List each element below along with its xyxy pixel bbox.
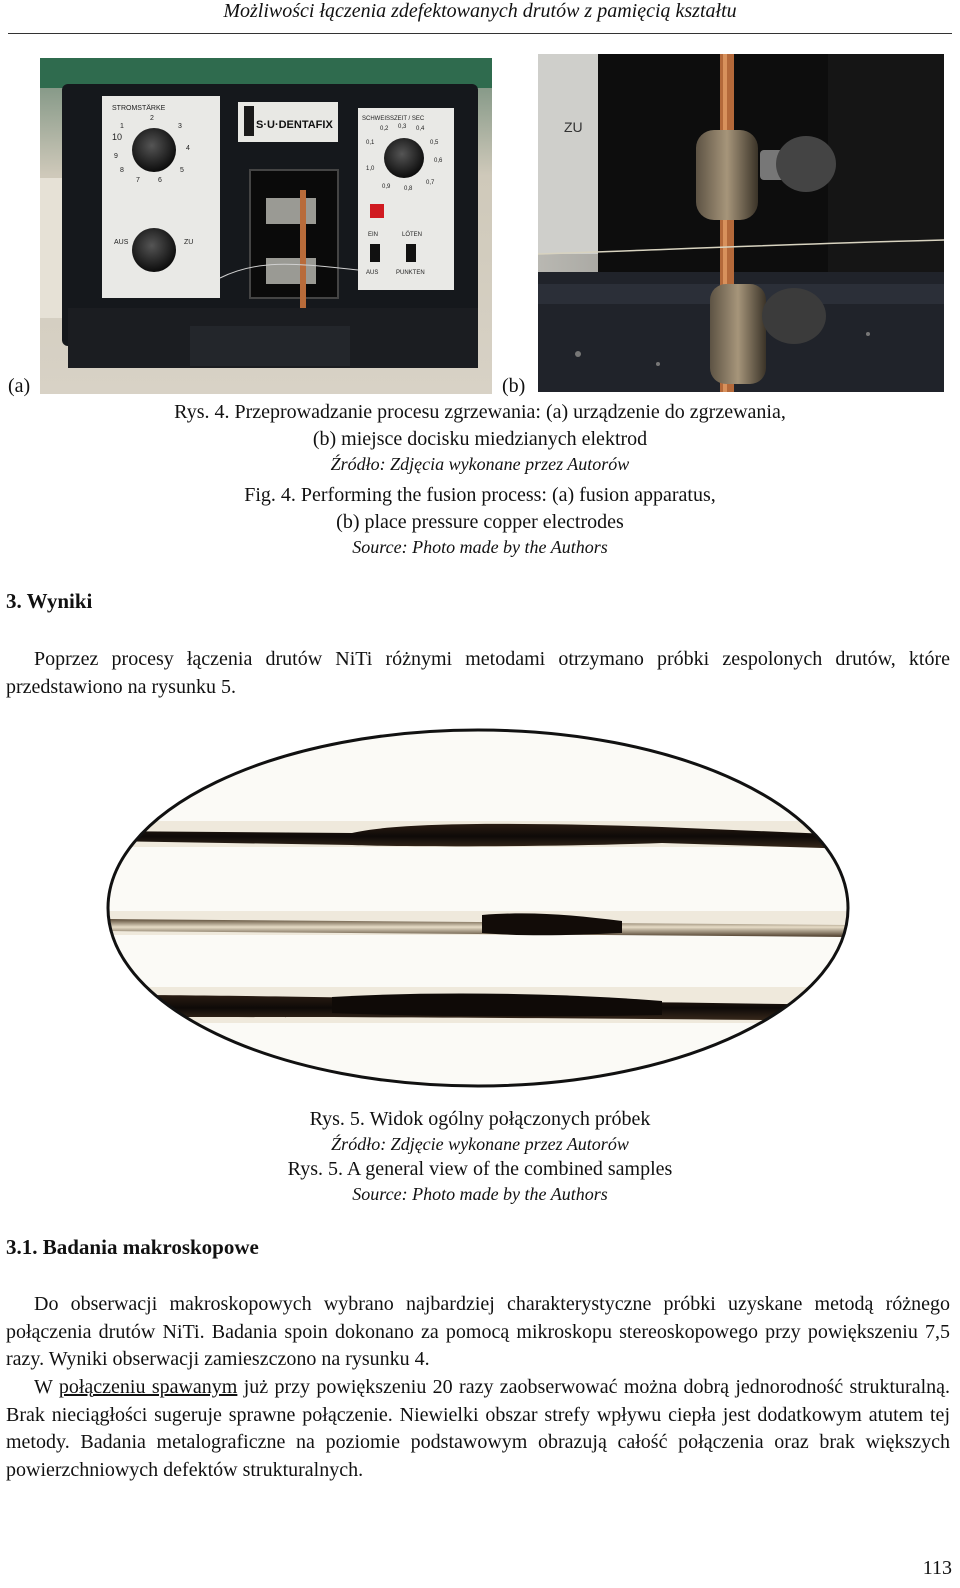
figure4-panel-b-label: (b) xyxy=(502,375,526,397)
section-3-1-heading: 3.1. Badania makroskopowe xyxy=(6,1235,259,1259)
svg-text:PUNKTEN: PUNKTEN xyxy=(396,270,425,276)
svg-text:LÖTEN: LÖTEN xyxy=(402,232,423,238)
figure4b-photo xyxy=(538,54,944,392)
svg-text:8: 8 xyxy=(120,167,124,174)
svg-text:4: 4 xyxy=(186,145,190,152)
figure5-photo xyxy=(102,725,854,1091)
svg-text:10: 10 xyxy=(112,132,123,142)
svg-text:AUS: AUS xyxy=(366,270,379,276)
figure4a-photo xyxy=(40,58,492,394)
svg-text:EIN: EIN xyxy=(368,232,379,238)
switch-knob xyxy=(132,228,176,272)
svg-text:0,6: 0,6 xyxy=(434,158,443,164)
svg-text:7: 7 xyxy=(136,177,140,184)
svg-text:1: 1 xyxy=(120,123,124,130)
figure4-caption-pl-line2: (b) miejsce docisku miedzianych elektrod xyxy=(312,428,648,450)
figure4-caption-pl-line1: Rys. 4. Przeprowadzanie procesu zgrzewania: (a) urządzenie do zgrzewania, xyxy=(174,401,786,423)
section-3-1-paragraph-1: Do obserwacji makroskopowych wybrano najbardziej charakterystyczne próbki uzyskane metodą różnego połączenia drutów NiTi. Badania spoin dokonano za pomocą mikroskopu stereoskopowego przy powiększeniu 7,5 razy. Wyniki obserwacji zamieszczono na rysunku 4. xyxy=(6,1293,950,1370)
section-3-heading: 3. Wyniki xyxy=(6,589,93,613)
figure5-caption-en: Rys. 5. A general view of the combined samples xyxy=(287,1158,673,1180)
svg-text:3: 3 xyxy=(178,123,182,130)
svg-text:0,7: 0,7 xyxy=(426,180,435,186)
svg-text:STROMSTÄRKE: STROMSTÄRKE xyxy=(112,105,166,112)
section-3-1-paragraph-2: W połączeniu spawanym już przy powiększeniu 20 razy zaobserwować można dobrą jednorodność strukturalną. Brak nieciągłości sugeruje sprawne połączenie. Niewielki obszar strefy wpływu ciepła jest dodatkowym atutem tej metody. Badania metalograficzne na poziomie podstawowym obrazują całość połączenia oraz brak większych powierzchniowych defektów strukturalnych. xyxy=(6,1376,950,1481)
figure5-caption-pl: Rys. 5. Widok ogólny połączonych próbek xyxy=(309,1108,651,1130)
figure4-source-pl: Źródło: Zdjęcia wykonane przez Autorów xyxy=(330,454,630,474)
svg-text:9: 9 xyxy=(114,153,118,160)
current-knob xyxy=(132,128,176,172)
figure4-panel-a-label: (a) xyxy=(8,375,31,397)
svg-text:1,0: 1,0 xyxy=(366,166,375,172)
svg-text:2: 2 xyxy=(150,115,154,122)
page-number: 113 xyxy=(922,1557,952,1579)
svg-text:ZU: ZU xyxy=(184,239,194,246)
svg-text:0,9: 0,9 xyxy=(382,184,391,190)
svg-text:AUS: AUS xyxy=(114,239,129,246)
running-head: Możliwości łączenia zdefektowanych drutów z pamięcią kształtu xyxy=(223,0,737,22)
panel-b-mark: ZU xyxy=(564,119,583,135)
svg-text:5: 5 xyxy=(180,167,184,174)
figure5-source-en: Source: Photo made by the Authors xyxy=(352,1184,608,1204)
svg-text:0,2: 0,2 xyxy=(380,126,389,132)
time-knob xyxy=(384,138,424,178)
figure4-source-en: Source: Photo made by the Authors xyxy=(352,537,608,557)
underlined-phrase: połączeniu spawanym xyxy=(58,1376,238,1398)
svg-text:0,8: 0,8 xyxy=(404,186,413,192)
svg-text:0,3: 0,3 xyxy=(398,124,407,130)
figure4-caption-en-line2: (b) place pressure copper electrodes xyxy=(336,511,624,533)
device-brand-text: S·U·DENTAFIX xyxy=(256,119,333,131)
svg-text:SCHWEISSZEIT / SEC: SCHWEISSZEIT / SEC xyxy=(362,116,425,122)
svg-text:6: 6 xyxy=(158,177,162,184)
svg-text:0,5: 0,5 xyxy=(430,140,439,146)
section-3-paragraph: Poprzez procesy łączenia drutów NiTi różnymi metodami otrzymano próbki zespolonych drutów, które przedstawiono na rysunku 5. xyxy=(6,648,950,698)
header-rule xyxy=(8,33,952,34)
figure5-source-pl: Źródło: Zdjęcie wykonane przez Autorów xyxy=(331,1134,629,1154)
svg-text:0,1: 0,1 xyxy=(366,140,375,146)
figure4-caption-en-line1: Fig. 4. Performing the fusion process: (a) fusion apparatus, xyxy=(244,484,716,506)
svg-text:0,4: 0,4 xyxy=(416,126,425,132)
